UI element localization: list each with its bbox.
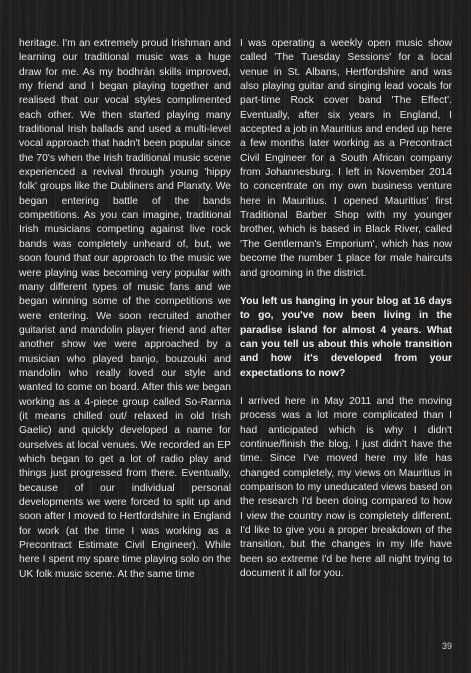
body-paragraph: heritage. I'm an extremely proud Irishman and learning our traditional music was a huge draw for me. As my bodhrán skills improved, my friend and I began playing together and realised that our vocal styles complimented each other. We then started playing many traditional Irish ballads and used a multi-level vocal approach that hadn't been popular since the 70's when the Irish traditional music scene experienced a revival through young 'hippy folk' groups like the Dubliners and Planxty. We began entering battle of the bands competitions. As you can imagine, traditional Irish musicians competing against live rock bands was completely unheard of, but, we soon found that our approach to the music we were playing was becoming very popular with many different types of music fans and we began winning some of the competitions we were entering. We soon recruited another guitarist and mandolin player friend and after another show we were approached by a musician who played banjo, bouzouki and mandolin who really loved our style and wanted to come on board. After this we began working as a 4-piece group called So-Ranna (it means chilled out/ relaxed in old Irish Gaelic) and quickly developed a name for ourselves at local venues. We recorded an EP which began to get a lot of radio play and things just progressed from there. Eventually, because of our individual personal developments we were forced to split up and soon after I moved to Hertfordshire in England for work (at the time I was working as a Precontract Estimate Civil Engineer). While here I spent my spare time playing solo on the UK folk music scene. At the same time xyxy=(19,38,231,580)
interview-question: You left us hanging in your blog at 16 days to go, you've now been living in the paradise island for almost 4 years. What can you tell us about this whole transition and how it's developed from your expectations to now? xyxy=(240,295,452,379)
page-number: 39 xyxy=(441,641,452,651)
body-paragraph: I was operating a weekly open music show called 'The Tuesday Sessions' for a local venue in St. Albans, Hertfordshire and was also playing guitar and singing lead vocals for part-time Rock cover band 'The Effect'. Eventually, after six years in England, I accepted a job in Mauritius and ended up here a few months later working as a Precontract Civil Engineer for a South African company from Johannesburg. I left in November 2014 to concentrate on my own business venture here in Mauritius. I opened Mauritius' first Traditional Barber Shop with my younger brother, which is based in Black River, called 'The Gentleman's Emporium', which has now become the number 1 place for male haircuts and grooming in the district. xyxy=(240,38,452,279)
interview-answer: I arrived here in May 2011 and the moving process was a lot more complicated than I had anticipated which is why I didn't continue/finish the blog, I just didn't have the time. Since I've moved here my life has changed completely, my views on Mauritius in comparison to my uneducated views based on the research I'd been doing compared to how I view the country now is completely different. I'd like to give you a proper breakdown of the transition, but the changes in my life have been so extreme I'd be here all night trying to document it all for you. xyxy=(240,395,452,580)
right-column xyxy=(240,37,452,581)
left-column xyxy=(19,37,231,582)
